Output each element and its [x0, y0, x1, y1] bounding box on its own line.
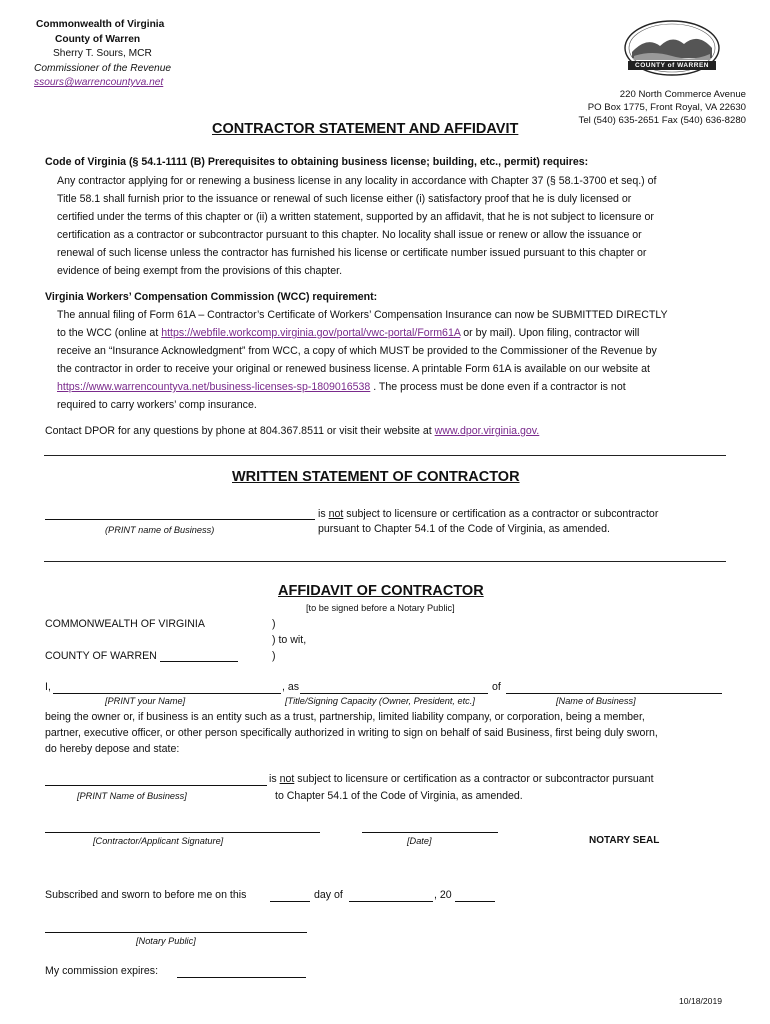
notary-public-field[interactable]: [45, 932, 307, 933]
affidavit-body-line: do hereby depose and state:: [45, 743, 180, 755]
county-logo: [622, 18, 722, 80]
code-paragraph: [57, 172, 656, 280]
header-commissioner-role: Commissioner of the Revenue: [34, 63, 172, 74]
page-title: CONTRACTOR STATEMENT AND AFFIDAVIT: [212, 121, 519, 137]
header-commissioner-name: Sherry T. Sours, MCR: [53, 48, 152, 59]
code-line: Title 58.1 shall furnish prior to the issuance or renewal of such license either (i) satisfactory proof that he is duly licensed or: [57, 193, 632, 205]
caption-notary-public: [Notary Public]: [136, 936, 196, 946]
ws-text: subject to licensure or certification as a contractor or subcontractor: [343, 508, 659, 520]
code-line: certification as a contractor or subcontractor pursuant to this chapter. No locality shall issue or renew or allow the issuance or: [57, 229, 642, 241]
wcc-text: to the WCC (online at: [57, 327, 162, 339]
business-name-field-3[interactable]: [45, 785, 267, 786]
stmt-text: subject to licensure or certification as a contractor or subcontractor pursuant: [294, 773, 654, 785]
affidavit-subtitle: [to be signed before a Notary Public]: [306, 603, 455, 613]
sworn-month-field[interactable]: [349, 901, 433, 902]
business-name-field-2[interactable]: [506, 693, 722, 694]
header-email-link[interactable]: ssours@warrencountyva.net: [34, 77, 164, 88]
commission-expires-field[interactable]: [177, 977, 306, 978]
title-field[interactable]: [300, 693, 488, 694]
ws-text: is: [318, 508, 329, 520]
footer-date: 10/18/2019: [679, 996, 723, 1006]
header-phone: Tel (540) 635-2651 Fax (540) 636-8280: [578, 115, 746, 126]
wcc-line: [57, 378, 668, 396]
written-statement-title: WRITTEN STATEMENT OF CONTRACTOR: [232, 469, 520, 485]
affidavit-body-line: partner, executive officer, or other person specifically authorized in writing to sign on behalf of said Business, first being duly sworn,: [45, 727, 658, 739]
wcc-line: The annual filing of Form 61A – Contractor’s Certificate of Workers’ Compensation Insurance can now be SUBMITTED DIRECTLY: [57, 309, 668, 321]
commonwealth-label: COMMONWEALTH OF VIRGINIA: [45, 618, 205, 630]
stmt-text: is: [269, 773, 280, 785]
code-heading: Code of Virginia (§ 54.1-1111 (B) Prerequisites to obtaining business license; building, etc., permit) requires:: [45, 156, 589, 168]
as-label: , as: [282, 681, 300, 693]
sworn-label: Subscribed and sworn to before me on this: [45, 889, 247, 901]
business-name-field[interactable]: [45, 519, 315, 520]
dpor-link[interactable]: www.dpor.virginia.gov.: [434, 425, 540, 437]
caption-title: [Title/Signing Capacity (Owner, President, etc.]: [285, 696, 475, 706]
county-label: COUNTY OF WARREN: [45, 650, 157, 662]
form61a-link[interactable]: https://webfile.workcomp.virginia.gov/portal/vwc-portal/Form61A: [161, 327, 461, 339]
wcc-text: . The process must be done even if a contractor is not: [370, 381, 626, 393]
date-field[interactable]: [362, 832, 498, 833]
caption-print-business-2: [PRINT Name of Business]: [77, 791, 187, 801]
caption-date: [Date]: [407, 836, 432, 846]
divider: [44, 455, 726, 456]
year-prefix: , 20: [434, 889, 452, 901]
caption-your-name: [PRINT your Name]: [105, 696, 186, 706]
wcc-line: receive an “Insurance Acknowledgment” from WCC, a copy of which MUST be provided to the Commissioner of the Revenue by: [57, 345, 657, 357]
caption-business-name: [Name of Business]: [556, 696, 636, 706]
written-statement-text-2: pursuant to Chapter 54.1 of the Code of Virginia, as amended.: [318, 523, 610, 535]
of-label: of: [492, 681, 501, 693]
county-field[interactable]: [160, 661, 238, 662]
affidavit-body-line: being the owner or, if business is an entity such as a trust, partnership, limited liability company, or corporation, being a member,: [45, 711, 645, 723]
code-line: Any contractor applying for or renewing a business license in any locality in accordance with Chapter 37 (§ 58.1-3700 et seq.) of: [57, 175, 657, 187]
stmt-not: not: [279, 773, 295, 785]
paren: ): [272, 618, 276, 630]
wcc-line: [57, 324, 668, 342]
wcc-text: or by mail). Upon filing, contractor will: [460, 327, 640, 339]
sworn-year-field[interactable]: [455, 901, 495, 902]
affidavit-statement: [269, 773, 654, 785]
county-seal-icon: [622, 18, 722, 80]
paren: ): [272, 650, 276, 662]
logo-text: COUNTY of WARREN: [635, 62, 709, 69]
to-wit: ) to wit,: [272, 634, 307, 646]
wcc-line: required to carry workers’ comp insurance.: [57, 399, 257, 411]
caption-print-business: (PRINT name of Business): [105, 525, 215, 535]
your-name-field[interactable]: [53, 693, 281, 694]
caption-signature: [Contractor/Applicant Signature]: [93, 836, 224, 846]
header-address-po: PO Box 1775, Front Royal, VA 22630: [587, 102, 746, 113]
warren-business-license-link[interactable]: https://www.warrencountyva.net/business-licenses-sp-1809016538: [57, 381, 371, 393]
contact-line: [45, 425, 539, 437]
header-address-street: 220 North Commerce Avenue: [619, 89, 746, 100]
code-line: certified under the terms of this chapter or (ii) a written statement, supported by an affidavit, that he is not subject to licensure or: [57, 211, 654, 223]
contact-text: Contact DPOR for any questions by phone at 804.367.8511 or visit their website at: [45, 425, 435, 437]
affidavit-title: AFFIDAVIT OF CONTRACTOR: [278, 583, 484, 599]
sworn-day-field[interactable]: [270, 901, 310, 902]
signature-field[interactable]: [45, 832, 320, 833]
header-commonwealth: Commonwealth of Virginia: [36, 19, 165, 30]
wcc-line: the contractor in order to receive your original or renewed business license. A printable Form 61A is available on our website at: [57, 363, 650, 375]
affidavit-statement-2: to Chapter 54.1 of the Code of Virginia, as amended.: [275, 790, 523, 802]
notary-seal-label: NOTARY SEAL: [589, 835, 660, 846]
ws-not: not: [328, 508, 344, 520]
wcc-paragraph: [57, 306, 668, 414]
wcc-heading: Virginia Workers’ Compensation Commission (WCC) requirement:: [45, 291, 378, 303]
written-statement-text: [318, 508, 658, 520]
code-line: renewal of such license unless the contractor has furnished his license or certificate number issued pursuant to this chapter or: [57, 247, 647, 259]
i-label: I,: [45, 681, 51, 693]
divider: [44, 561, 726, 562]
day-of-label: day of: [314, 889, 343, 901]
code-line: evidence of being exempt from the provisions of this chapter.: [57, 265, 343, 277]
header-county: County of Warren: [55, 34, 141, 45]
commission-label: My commission expires:: [45, 965, 159, 977]
